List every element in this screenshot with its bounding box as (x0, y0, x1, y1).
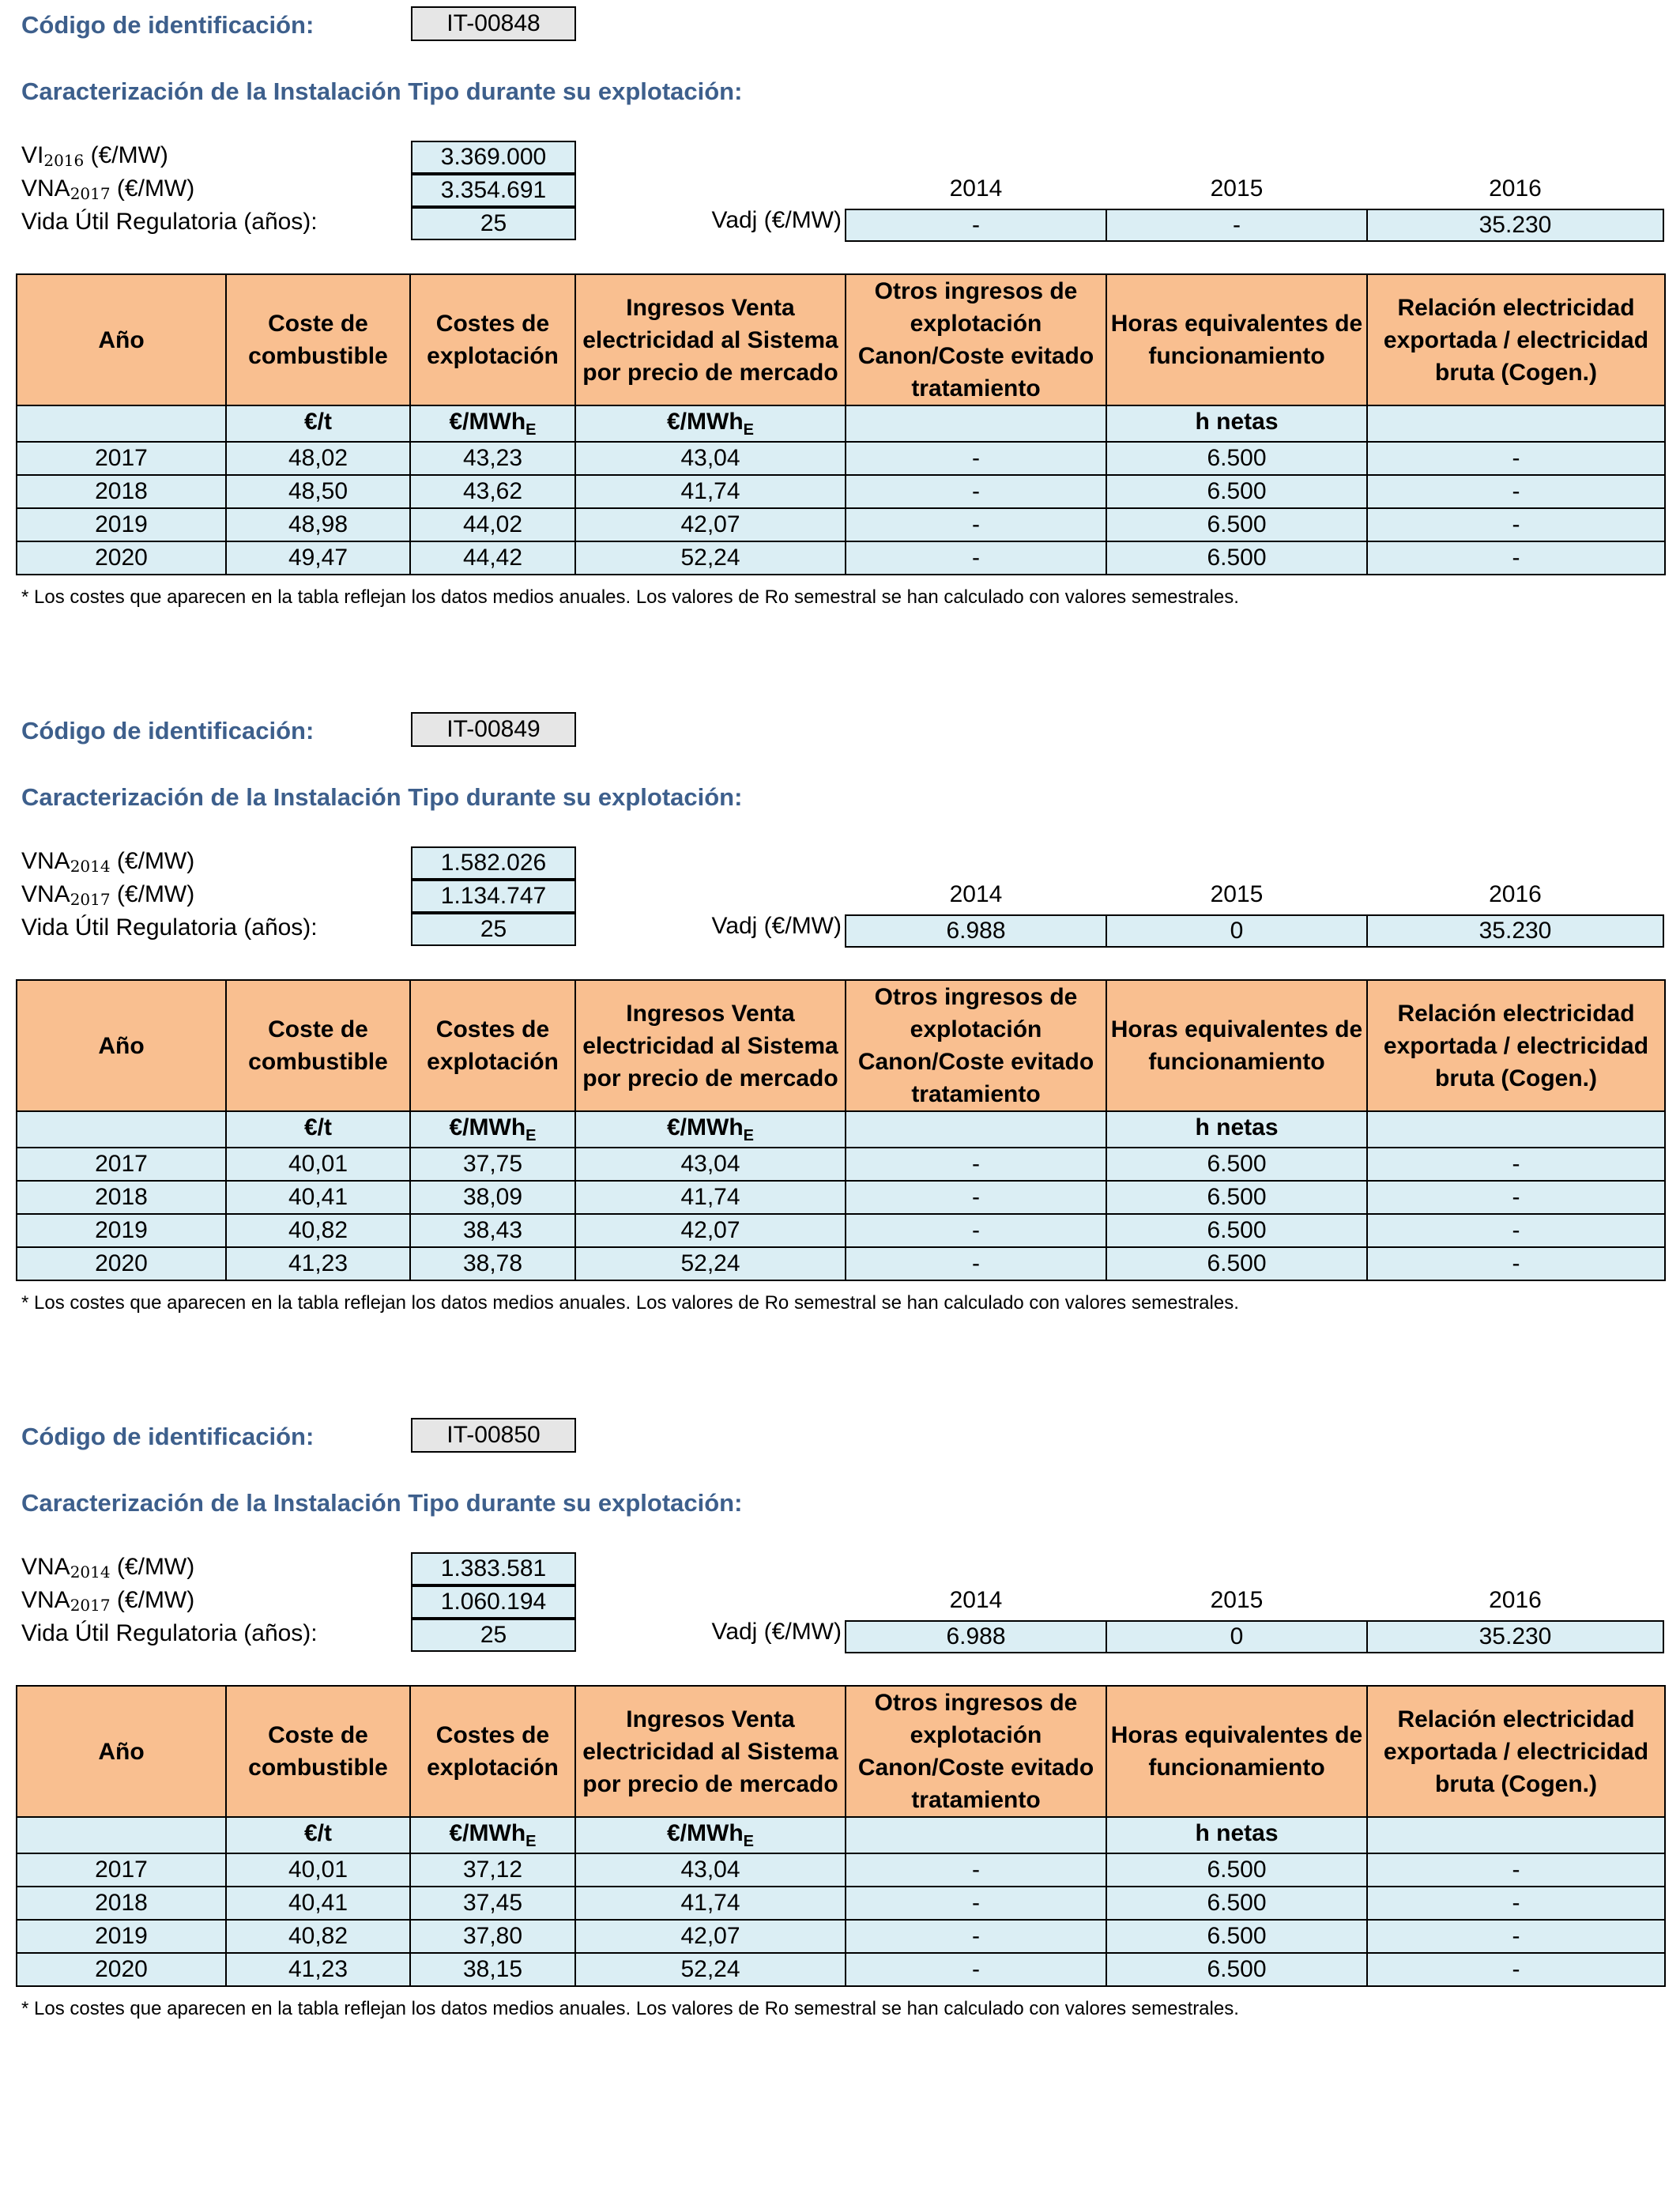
footnote: * Los costes que aparecen en la tabla reflejan los datos medios anuales. Los valores de Ro semestral se han calculado con valores semestrales. (21, 1292, 1239, 1314)
column-header: Horas equivalentes de funcionamiento (1106, 980, 1367, 1111)
table-cell: 6.500 (1106, 1214, 1367, 1247)
table-cell: 42,07 (575, 508, 846, 541)
table-cell: 52,24 (575, 541, 846, 575)
table-row (17, 1853, 1665, 1887)
vadj-value: - (1106, 209, 1368, 242)
vadj-year: 2016 (1489, 1587, 1542, 1613)
footnote: * Los costes que aparecen en la tabla reflejan los datos medios anuales. Los valores de Ro semestral se han calculado con valores semestrales. (21, 586, 1239, 608)
table-cell: - (1367, 508, 1665, 541)
unit-text: €/MWh (667, 408, 744, 435)
param-label-main: VNA (21, 881, 70, 907)
table-cell: 40,01 (226, 1853, 410, 1887)
param-label-unit: (€/MW) (110, 1554, 195, 1580)
table-cell: 6.500 (1106, 1181, 1367, 1214)
unit-text: €/MWh (449, 1114, 526, 1140)
unit-text: h netas (1195, 1819, 1279, 1846)
unit-cell (575, 1111, 846, 1148)
table-cell: - (846, 1148, 1106, 1181)
table-cell: - (846, 1887, 1106, 1920)
table-row (17, 1887, 1665, 1920)
table-cell: 2019 (17, 508, 226, 541)
table-cell: 48,50 (226, 475, 410, 508)
column-header: Costes de explotación (410, 1686, 575, 1817)
param-value: 25 (411, 207, 576, 240)
unit-cell (846, 1111, 1106, 1148)
table-cell: - (1367, 1181, 1665, 1214)
table-cell: 48,98 (226, 508, 410, 541)
vadj-label: Vadj (€/MW) (711, 1619, 842, 1645)
unit-subscript: E (525, 1832, 537, 1850)
table-cell: - (1367, 475, 1665, 508)
param-label-sub: 2017 (70, 184, 111, 203)
param-label-main: VNA (21, 1587, 70, 1613)
table-cell: 44,42 (410, 541, 575, 575)
code-label: Código de identificación: (21, 11, 315, 39)
param-label-main: VNA (21, 1554, 70, 1580)
table-cell: 43,04 (575, 442, 846, 475)
table-cell: 40,41 (226, 1887, 410, 1920)
table-cell: 37,12 (410, 1853, 575, 1887)
code-label: Código de identificación: (21, 1423, 315, 1450)
param-label-main: Vida Útil Regulatoria (años): (21, 1620, 318, 1646)
section-subtitle: Caracterización de la Instalación Tipo durante su explotación: (21, 1489, 743, 1517)
unit-text: h netas (1195, 1114, 1279, 1140)
unit-cell (226, 1817, 410, 1853)
table-cell: 37,80 (410, 1920, 575, 1953)
column-header: Costes de explotación (410, 274, 575, 405)
column-header: Costes de explotación (410, 980, 575, 1111)
table-cell: 6.500 (1106, 1920, 1367, 1953)
param-label (21, 848, 194, 876)
section-subtitle: Caracterización de la Instalación Tipo durante su explotación: (21, 783, 743, 811)
column-header: Año (17, 274, 226, 405)
param-label-sub: 2014 (70, 857, 111, 876)
unit-cell (1106, 1817, 1367, 1853)
unit-cell (846, 1817, 1106, 1853)
table-row (17, 1214, 1665, 1247)
param-label-main: VNA (21, 848, 70, 874)
column-header: Coste de combustible (226, 980, 410, 1111)
param-label-unit: (€/MW) (110, 848, 195, 874)
table-cell: - (1367, 1853, 1665, 1887)
code-label: Código de identificación: (21, 717, 315, 745)
param-value: 1.383.581 (411, 1552, 576, 1585)
units-row (17, 1111, 1665, 1148)
table-cell: - (846, 541, 1106, 575)
table-cell: 41,74 (575, 1887, 846, 1920)
table-row (17, 475, 1665, 508)
table-cell: 40,82 (226, 1920, 410, 1953)
unit-cell (226, 405, 410, 442)
unit-cell (17, 1817, 226, 1853)
data-table (16, 979, 1666, 1281)
param-label-main: VI (21, 142, 44, 168)
table-cell: 2017 (17, 1148, 226, 1181)
table-cell: 2017 (17, 442, 226, 475)
table-cell: - (1367, 1953, 1665, 1986)
code-value: IT-00848 (411, 6, 576, 41)
vadj-value: 35.230 (1366, 209, 1664, 242)
table-cell: 6.500 (1106, 1148, 1367, 1181)
table-cell: - (1367, 1887, 1665, 1920)
table-cell: 43,23 (410, 442, 575, 475)
table-cell: 6.500 (1106, 541, 1367, 575)
param-label-unit: (€/MW) (84, 142, 168, 168)
table-cell: 37,45 (410, 1887, 575, 1920)
param-label-sub: 2016 (43, 151, 85, 170)
unit-text: h netas (1195, 408, 1279, 435)
installation-block (0, 0, 1680, 664)
table-cell: 2020 (17, 1247, 226, 1280)
code-value: IT-00849 (411, 712, 576, 747)
unit-cell (410, 405, 575, 442)
table-cell: 41,23 (226, 1247, 410, 1280)
column-header: Coste de combustible (226, 1686, 410, 1817)
table-cell: 2018 (17, 1181, 226, 1214)
table-cell: 52,24 (575, 1953, 846, 1986)
table-row (17, 1148, 1665, 1181)
column-header: Ingresos Venta electricidad al Sistema por precio de mercado (575, 274, 846, 405)
unit-text: €/t (303, 408, 332, 435)
table-cell: 37,75 (410, 1148, 575, 1181)
param-label (21, 175, 194, 203)
table-cell: 6.500 (1106, 1887, 1367, 1920)
table-cell: 38,15 (410, 1953, 575, 1986)
unit-cell (1106, 1111, 1367, 1148)
unit-text: €/MWh (667, 1114, 744, 1140)
vadj-year: 2014 (949, 881, 1003, 907)
table-cell: 2019 (17, 1920, 226, 1953)
table-cell: 6.500 (1106, 508, 1367, 541)
table-cell: 2018 (17, 475, 226, 508)
unit-subscript: E (743, 1832, 754, 1850)
table-cell: 38,43 (410, 1214, 575, 1247)
vadj-value: 6.988 (845, 1620, 1107, 1653)
param-value: 25 (411, 1619, 576, 1652)
column-header: Año (17, 1686, 226, 1817)
param-label-main: Vida Útil Regulatoria (años): (21, 209, 318, 235)
table-cell: - (846, 1247, 1106, 1280)
unit-cell (1367, 1817, 1665, 1853)
table-cell: - (1367, 541, 1665, 575)
table-cell: 38,09 (410, 1181, 575, 1214)
data-table (16, 1685, 1666, 1987)
unit-cell (17, 405, 226, 442)
installation-block (0, 706, 1680, 1370)
table-cell: - (1367, 1214, 1665, 1247)
vadj-year: 2015 (1210, 175, 1264, 202)
column-header: Ingresos Venta electricidad al Sistema por precio de mercado (575, 1686, 846, 1817)
param-label (21, 881, 194, 909)
param-label-sub: 2017 (70, 1596, 111, 1615)
table-cell: 40,41 (226, 1181, 410, 1214)
table-header-row (17, 1686, 1665, 1817)
column-header: Año (17, 980, 226, 1111)
param-label-main: VNA (21, 175, 70, 202)
table-cell: - (1367, 1920, 1665, 1953)
table-cell: 38,78 (410, 1247, 575, 1280)
unit-cell (575, 405, 846, 442)
table-cell: - (846, 1853, 1106, 1887)
table-cell: 43,62 (410, 475, 575, 508)
param-value: 1.582.026 (411, 846, 576, 880)
table-row (17, 541, 1665, 575)
unit-text: €/MWh (449, 1819, 526, 1846)
table-cell: 2020 (17, 1953, 226, 1986)
table-cell: 43,04 (575, 1148, 846, 1181)
table-cell: 2019 (17, 1214, 226, 1247)
unit-subscript: E (743, 1126, 754, 1144)
table-cell: - (1367, 1247, 1665, 1280)
vadj-value: 35.230 (1366, 914, 1664, 948)
vadj-value: 0 (1106, 914, 1368, 948)
column-header: Coste de combustible (226, 274, 410, 405)
vadj-year: 2016 (1489, 175, 1542, 202)
vadj-value: - (845, 209, 1107, 242)
data-table (16, 273, 1666, 575)
vadj-year: 2015 (1210, 1587, 1264, 1613)
unit-cell (1367, 1111, 1665, 1148)
unit-cell (575, 1817, 846, 1853)
vadj-year: 2016 (1489, 881, 1542, 907)
column-header: Otros ingresos de explotación Canon/Coste evitado tratamiento (846, 980, 1106, 1111)
units-row (17, 405, 1665, 442)
param-label-unit: (€/MW) (110, 1587, 195, 1613)
param-label (21, 1554, 194, 1581)
column-header: Relación electricidad exportada / electricidad bruta (Cogen.) (1367, 1686, 1665, 1817)
unit-cell (17, 1111, 226, 1148)
vadj-label: Vadj (€/MW) (711, 913, 842, 939)
installation-block (0, 1412, 1680, 2075)
param-label-main: Vida Útil Regulatoria (años): (21, 914, 318, 941)
table-cell: 2018 (17, 1887, 226, 1920)
param-label (21, 209, 318, 236)
table-header-row (17, 980, 1665, 1111)
unit-cell (1367, 405, 1665, 442)
table-cell: 41,74 (575, 475, 846, 508)
param-label-unit: (€/MW) (110, 881, 195, 907)
table-cell: 42,07 (575, 1920, 846, 1953)
unit-text: €/MWh (449, 408, 526, 435)
table-cell: - (846, 475, 1106, 508)
table-cell: 40,82 (226, 1214, 410, 1247)
unit-text: €/MWh (667, 1819, 744, 1846)
table-cell: 41,74 (575, 1181, 846, 1214)
column-header: Otros ingresos de explotación Canon/Coste evitado tratamiento (846, 274, 1106, 405)
vadj-label: Vadj (€/MW) (711, 207, 842, 233)
unit-text: €/t (303, 1819, 332, 1846)
param-label (21, 142, 168, 170)
table-cell: 6.500 (1106, 1853, 1367, 1887)
unit-cell (1106, 405, 1367, 442)
table-cell: 6.500 (1106, 1247, 1367, 1280)
unit-subscript: E (743, 420, 754, 439)
unit-cell (846, 405, 1106, 442)
table-cell: - (846, 1920, 1106, 1953)
table-cell: 43,04 (575, 1853, 846, 1887)
vadj-value: 6.988 (845, 914, 1107, 948)
units-row (17, 1817, 1665, 1853)
vadj-year: 2014 (949, 175, 1003, 202)
table-row (17, 508, 1665, 541)
table-cell: - (846, 1181, 1106, 1214)
table-row (17, 1953, 1665, 1986)
table-row (17, 1181, 1665, 1214)
table-row (17, 442, 1665, 475)
footnote: * Los costes que aparecen en la tabla reflejan los datos medios anuales. Los valores de Ro semestral se han calculado con valores semestrales. (21, 1998, 1239, 2019)
table-cell: 49,47 (226, 541, 410, 575)
unit-text: €/t (303, 1114, 332, 1140)
vadj-value: 35.230 (1366, 1620, 1664, 1653)
table-cell: 6.500 (1106, 442, 1367, 475)
table-header-row (17, 274, 1665, 405)
table-row (17, 1920, 1665, 1953)
column-header: Horas equivalentes de funcionamiento (1106, 1686, 1367, 1817)
unit-cell (410, 1817, 575, 1853)
vadj-value: 0 (1106, 1620, 1368, 1653)
column-header: Otros ingresos de explotación Canon/Coste evitado tratamiento (846, 1686, 1106, 1817)
vadj-year: 2015 (1210, 881, 1264, 907)
table-cell: 6.500 (1106, 475, 1367, 508)
table-cell: 2017 (17, 1853, 226, 1887)
param-label (21, 1620, 318, 1648)
table-cell: 52,24 (575, 1247, 846, 1280)
param-label (21, 1587, 194, 1615)
param-label-sub: 2014 (70, 1563, 111, 1581)
table-cell: - (1367, 442, 1665, 475)
param-label (21, 914, 318, 942)
param-value: 3.369.000 (411, 141, 576, 174)
unit-subscript: E (525, 1126, 537, 1144)
table-cell: 40,01 (226, 1148, 410, 1181)
table-row (17, 1247, 1665, 1280)
table-cell: - (846, 442, 1106, 475)
unit-cell (226, 1111, 410, 1148)
unit-subscript: E (525, 420, 537, 439)
param-value: 1.060.194 (411, 1585, 576, 1619)
column-header: Horas equivalentes de funcionamiento (1106, 274, 1367, 405)
table-cell: 42,07 (575, 1214, 846, 1247)
column-header: Relación electricidad exportada / electricidad bruta (Cogen.) (1367, 274, 1665, 405)
code-value: IT-00850 (411, 1418, 576, 1453)
section-subtitle: Caracterización de la Instalación Tipo durante su explotación: (21, 77, 743, 105)
param-label-sub: 2017 (70, 890, 111, 909)
table-cell: - (1367, 1148, 1665, 1181)
param-value: 3.354.691 (411, 174, 576, 207)
param-value: 25 (411, 913, 576, 946)
param-value: 1.134.747 (411, 880, 576, 913)
table-cell: 48,02 (226, 442, 410, 475)
table-cell: 2020 (17, 541, 226, 575)
vadj-year: 2014 (949, 1587, 1003, 1613)
table-cell: - (846, 1214, 1106, 1247)
unit-cell (410, 1111, 575, 1148)
table-cell: - (846, 1953, 1106, 1986)
table-cell: - (846, 508, 1106, 541)
column-header: Ingresos Venta electricidad al Sistema por precio de mercado (575, 980, 846, 1111)
table-cell: 44,02 (410, 508, 575, 541)
table-cell: 41,23 (226, 1953, 410, 1986)
column-header: Relación electricidad exportada / electricidad bruta (Cogen.) (1367, 980, 1665, 1111)
param-label-unit: (€/MW) (110, 175, 195, 202)
table-cell: 6.500 (1106, 1953, 1367, 1986)
